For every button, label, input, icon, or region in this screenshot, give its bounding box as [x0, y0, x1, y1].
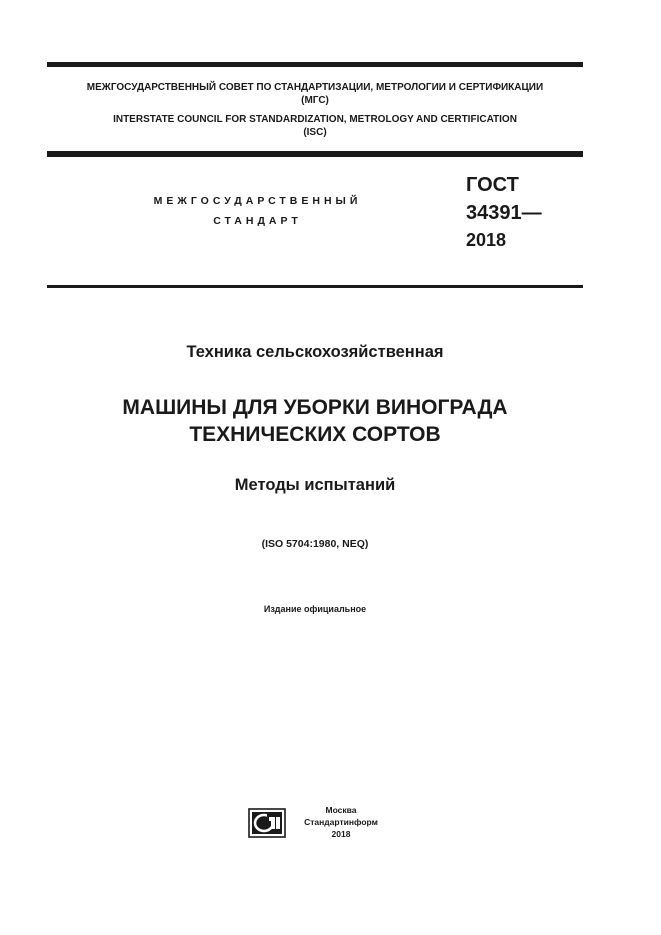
publisher-name: Стандартинформ	[304, 817, 378, 827]
main-title-line2: ТЕХНИЧЕСКИХ СОРТОВ	[189, 423, 441, 446]
standard-label-line2: СТАНДАРТ	[213, 215, 302, 227]
iso-reference: (ISO 5704:1980, NEQ)	[261, 538, 369, 550]
main-title-line1: МАШИНЫ ДЛЯ УБОРКИ ВИНОГРАДА	[122, 396, 508, 419]
council-name-ru-line1: МЕЖГОСУДАРСТВЕННЫЙ СОВЕТ ПО СТАНДАРТИЗАЦИИ, МЕТРОЛОГИИ И СЕРТИФИКАЦИИ	[86, 82, 544, 93]
gost-year: 2018	[466, 230, 507, 250]
gost-prefix: ГОСТ	[466, 174, 519, 196]
publisher-year: 2018	[331, 829, 351, 839]
methods-subtitle: Методы испытаний	[234, 476, 396, 494]
standartinform-logo-icon	[248, 808, 286, 838]
main-title	[47, 394, 583, 448]
gost-number: 34391—	[466, 202, 542, 224]
interstate-standard-label	[120, 191, 395, 231]
publisher-block	[298, 804, 384, 840]
official-edition: Издание официальное	[263, 604, 367, 614]
council-name-en-line1: INTERSTATE COUNCIL FOR STANDARDIZATION, METROLOGY AND CERTIFICATION	[113, 114, 517, 125]
publisher-city: Москва	[325, 805, 357, 815]
standard-label-line1: МЕЖГОСУДАРСТВЕННЫЙ	[153, 195, 362, 207]
gost-designation	[466, 171, 542, 253]
council-name-ru-line2: (МГС)	[301, 95, 329, 106]
council-name-ru	[47, 81, 583, 107]
top-rule	[47, 62, 583, 67]
council-name-en-line2: (ISC)	[303, 127, 327, 138]
middle-rule	[47, 151, 583, 157]
bottom-rule	[47, 285, 583, 288]
subject-title: Техника сельскохозяйственная	[186, 343, 444, 361]
council-name-en	[47, 113, 583, 139]
